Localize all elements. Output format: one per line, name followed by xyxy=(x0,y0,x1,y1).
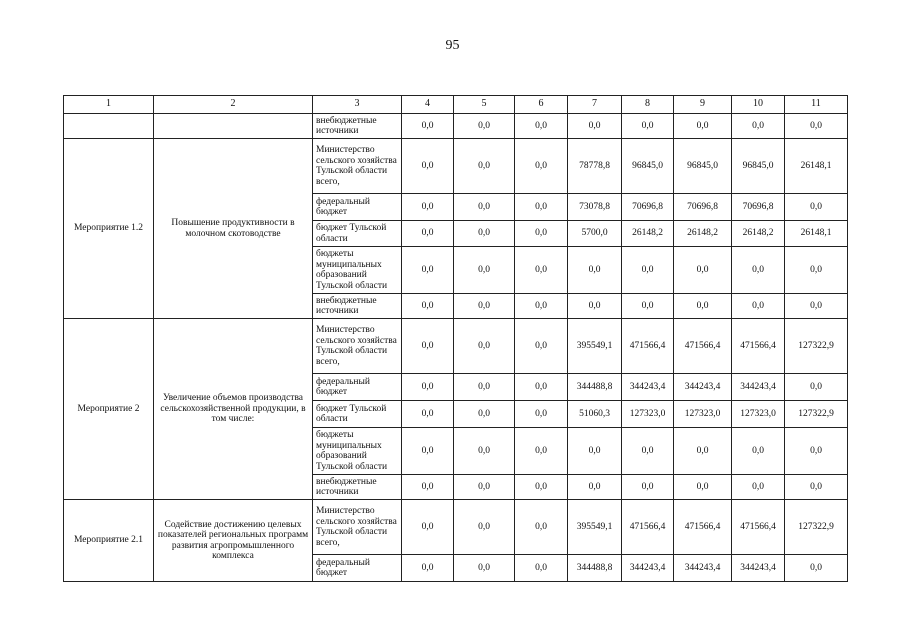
value-cell: 0,0 xyxy=(515,194,568,221)
value-cell: 0,0 xyxy=(454,114,515,139)
value-cell: 0,0 xyxy=(732,475,785,500)
value-cell: 0,0 xyxy=(674,475,732,500)
value-cell: 0,0 xyxy=(454,319,515,374)
funding-source-cell: федеральный бюджет xyxy=(313,374,402,401)
value-cell: 0,0 xyxy=(622,247,674,294)
value-cell: 0,0 xyxy=(402,374,454,401)
value-cell: 344243,4 xyxy=(622,374,674,401)
event-number-cell: Мероприятие 1.2 xyxy=(64,139,154,319)
event-number-cell: Мероприятие 2 xyxy=(64,319,154,500)
header-cell: 6 xyxy=(515,96,568,114)
value-cell: 0,0 xyxy=(785,475,848,500)
value-cell: 0,0 xyxy=(785,294,848,319)
value-cell: 0,0 xyxy=(785,194,848,221)
value-cell: 344243,4 xyxy=(674,374,732,401)
value-cell: 0,0 xyxy=(402,221,454,247)
value-cell: 70696,8 xyxy=(674,194,732,221)
value-cell: 0,0 xyxy=(785,114,848,139)
value-cell: 344243,4 xyxy=(622,555,674,582)
value-cell: 0,0 xyxy=(674,428,732,475)
funding-source-cell: внебюджетные источники xyxy=(313,475,402,500)
event-name-cell xyxy=(154,114,313,139)
funding-source-cell: внебюджетные источники xyxy=(313,294,402,319)
value-cell: 0,0 xyxy=(515,319,568,374)
value-cell: 127322,9 xyxy=(785,500,848,555)
page-number: 95 xyxy=(445,38,460,53)
value-cell: 0,0 xyxy=(785,374,848,401)
funding-source-cell: бюджет Тульской области xyxy=(313,401,402,428)
value-cell: 0,0 xyxy=(785,247,848,294)
value-cell: 127323,0 xyxy=(622,401,674,428)
value-cell: 395549,1 xyxy=(568,500,622,555)
value-cell: 26148,1 xyxy=(785,139,848,194)
budget-table xyxy=(63,95,848,582)
value-cell: 0,0 xyxy=(785,428,848,475)
funding-source-cell: Министерство сельского хозяйства Тульской области всего, xyxy=(313,139,402,194)
event-name-cell: Увеличение объемов производства сельскохозяйственной продукции, в том числе: xyxy=(154,319,313,500)
value-cell: 127322,9 xyxy=(785,401,848,428)
value-cell: 0,0 xyxy=(622,428,674,475)
table-row xyxy=(64,114,848,139)
value-cell: 0,0 xyxy=(454,500,515,555)
value-cell: 471566,4 xyxy=(732,500,785,555)
value-cell: 0,0 xyxy=(454,247,515,294)
header-cell: 9 xyxy=(674,96,732,114)
value-cell: 0,0 xyxy=(454,374,515,401)
value-cell: 0,0 xyxy=(515,555,568,582)
value-cell: 0,0 xyxy=(515,401,568,428)
value-cell: 395549,1 xyxy=(568,319,622,374)
value-cell: 0,0 xyxy=(454,555,515,582)
value-cell: 0,0 xyxy=(402,475,454,500)
value-cell: 0,0 xyxy=(402,428,454,475)
funding-source-cell: бюджет Тульской области xyxy=(313,221,402,247)
value-cell: 0,0 xyxy=(515,475,568,500)
value-cell: 0,0 xyxy=(515,428,568,475)
value-cell: 70696,8 xyxy=(732,194,785,221)
value-cell: 26148,2 xyxy=(622,221,674,247)
funding-source-cell: бюджеты муниципальных образований Тульской области xyxy=(313,428,402,475)
value-cell: 0,0 xyxy=(568,475,622,500)
value-cell: 0,0 xyxy=(402,319,454,374)
value-cell: 0,0 xyxy=(402,294,454,319)
value-cell: 0,0 xyxy=(402,401,454,428)
value-cell: 0,0 xyxy=(454,194,515,221)
value-cell: 0,0 xyxy=(515,221,568,247)
event-name-cell: Повышение продуктивности в молочном скотоводстве xyxy=(154,139,313,319)
value-cell: 0,0 xyxy=(785,555,848,582)
value-cell: 127322,9 xyxy=(785,319,848,374)
value-cell: 0,0 xyxy=(454,294,515,319)
funding-source-cell: внебюджетные источники xyxy=(313,114,402,139)
value-cell: 26148,1 xyxy=(785,221,848,247)
value-cell: 0,0 xyxy=(454,475,515,500)
header-cell: 4 xyxy=(402,96,454,114)
value-cell: 344243,4 xyxy=(732,555,785,582)
value-cell: 344243,4 xyxy=(674,555,732,582)
header-cell: 11 xyxy=(785,96,848,114)
value-cell: 471566,4 xyxy=(732,319,785,374)
event-number-cell: Мероприятие 2.1 xyxy=(64,500,154,582)
value-cell: 0,0 xyxy=(674,114,732,139)
value-cell: 0,0 xyxy=(568,114,622,139)
funding-source-cell: федеральный бюджет xyxy=(313,555,402,582)
value-cell: 344488,8 xyxy=(568,555,622,582)
value-cell: 0,0 xyxy=(515,139,568,194)
value-cell: 0,0 xyxy=(568,428,622,475)
value-cell: 0,0 xyxy=(454,139,515,194)
value-cell: 0,0 xyxy=(732,428,785,475)
value-cell: 471566,4 xyxy=(622,319,674,374)
value-cell: 0,0 xyxy=(622,294,674,319)
value-cell: 0,0 xyxy=(402,139,454,194)
value-cell: 0,0 xyxy=(515,247,568,294)
value-cell: 0,0 xyxy=(732,247,785,294)
value-cell: 471566,4 xyxy=(674,319,732,374)
value-cell: 127323,0 xyxy=(674,401,732,428)
value-cell: 0,0 xyxy=(674,247,732,294)
event-name-cell: Содействие достижению целевых показателей региональных программ развития агропромышленного комплекса xyxy=(154,500,313,582)
value-cell: 51060,3 xyxy=(568,401,622,428)
value-cell: 471566,4 xyxy=(622,500,674,555)
value-cell: 96845,0 xyxy=(622,139,674,194)
funding-source-cell: Министерство сельского хозяйства Тульской области всего, xyxy=(313,319,402,374)
value-cell: 0,0 xyxy=(402,247,454,294)
header-cell: 1 xyxy=(64,96,154,114)
header-cell: 8 xyxy=(622,96,674,114)
value-cell: 344488,8 xyxy=(568,374,622,401)
value-cell: 0,0 xyxy=(515,374,568,401)
value-cell: 96845,0 xyxy=(732,139,785,194)
value-cell: 78778,8 xyxy=(568,139,622,194)
header-row xyxy=(64,96,848,114)
value-cell: 0,0 xyxy=(402,194,454,221)
funding-source-cell: Министерство сельского хозяйства Тульской области всего, xyxy=(313,500,402,555)
value-cell: 0,0 xyxy=(454,428,515,475)
value-cell: 0,0 xyxy=(515,500,568,555)
value-cell: 0,0 xyxy=(732,114,785,139)
funding-source-cell: федеральный бюджет xyxy=(313,194,402,221)
value-cell: 344243,4 xyxy=(732,374,785,401)
value-cell: 0,0 xyxy=(622,114,674,139)
header-cell: 10 xyxy=(732,96,785,114)
value-cell: 70696,8 xyxy=(622,194,674,221)
value-cell: 0,0 xyxy=(622,475,674,500)
table-row xyxy=(64,319,848,374)
value-cell: 127323,0 xyxy=(732,401,785,428)
value-cell: 0,0 xyxy=(568,294,622,319)
value-cell: 96845,0 xyxy=(674,139,732,194)
value-cell: 73078,8 xyxy=(568,194,622,221)
event-number-cell xyxy=(64,114,154,139)
value-cell: 0,0 xyxy=(515,294,568,319)
value-cell: 0,0 xyxy=(454,401,515,428)
header-cell: 3 xyxy=(313,96,402,114)
table-row xyxy=(64,500,848,555)
value-cell: 471566,4 xyxy=(674,500,732,555)
value-cell: 26148,2 xyxy=(732,221,785,247)
value-cell: 0,0 xyxy=(454,221,515,247)
header-cell: 5 xyxy=(454,96,515,114)
value-cell: 0,0 xyxy=(402,500,454,555)
funding-source-cell: бюджеты муниципальных образований Тульской области xyxy=(313,247,402,294)
value-cell: 0,0 xyxy=(732,294,785,319)
value-cell: 0,0 xyxy=(674,294,732,319)
header-cell: 2 xyxy=(154,96,313,114)
table-row xyxy=(64,139,848,194)
value-cell: 26148,2 xyxy=(674,221,732,247)
value-cell: 0,0 xyxy=(515,114,568,139)
value-cell: 0,0 xyxy=(402,555,454,582)
value-cell: 0,0 xyxy=(568,247,622,294)
value-cell: 0,0 xyxy=(402,114,454,139)
header-cell: 7 xyxy=(568,96,622,114)
value-cell: 5700,0 xyxy=(568,221,622,247)
